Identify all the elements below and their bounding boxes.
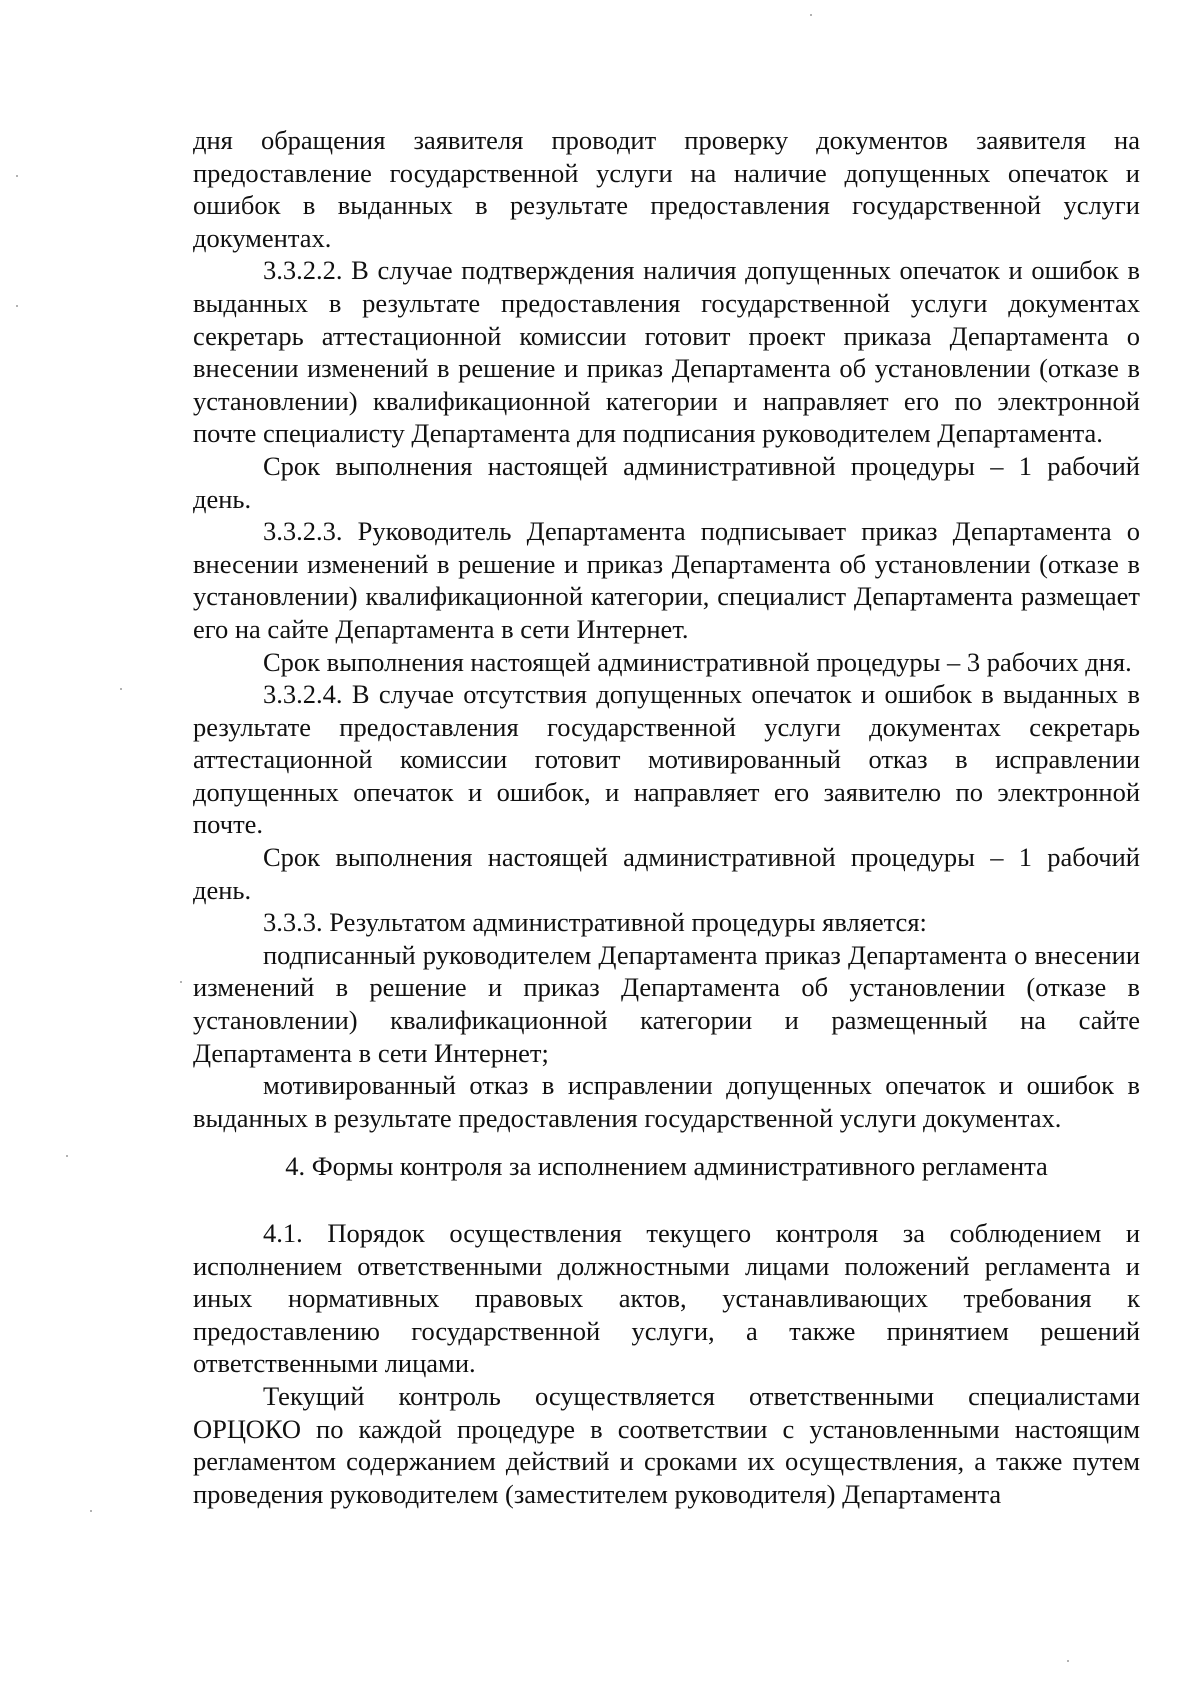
paragraph-result-1: подписанный руководителем Департамента приказ Департамента о внесении изменений в решение и приказ Департамента об установлении (отказе в установлении) квалификационной категории и размещенный на сайте Департамента в сети Интернет; bbox=[193, 939, 1140, 1068]
scan-speck bbox=[1067, 1660, 1069, 1662]
paragraph-4-1: 4.1. Порядок осуществления текущего контроля за соблюдением и исполнением ответственными должностными лицами положений регламента и иных нормативных правовых актов, устанавливающих требования к предоставлению государственной услуги, а также принятием решений ответственными лицами. bbox=[193, 1218, 1140, 1379]
scan-speck bbox=[810, 14, 812, 16]
paragraph-deadline-2: Срок выполнения настоящей административной процедуры – 3 рабочих дня. bbox=[263, 646, 1132, 677]
scan-speck bbox=[180, 981, 182, 983]
paragraph-current-control: Текущий контроль осуществляется ответственными специалистами ОРЦОКО по каждой процедуре в соответствии с установленными настоящим регламентом содержанием действий и сроками их осуществления, а также путем проведения руководителем (заместителем руководителя) Департамента bbox=[193, 1380, 1140, 1509]
paragraph-3-3-2-4: 3.3.2.4. В случае отсутствия допущенных опечаток и ошибок в выданных в результате предоставления государственной услуги документах секретарь аттестационной комиссии готовит мотивированный отказ в исправлении допущенных опечаток и ошибок, и направляет его заявителю по электронной почте. bbox=[193, 679, 1140, 840]
paragraph-deadline-1: Срок выполнения настоящей административной процедуры – 1 рабочий день. bbox=[193, 450, 1140, 514]
section-heading: 4. Формы контроля за исполнением административного регламента bbox=[285, 1151, 1048, 1182]
document-body bbox=[193, 124, 1140, 1510]
scan-speck bbox=[16, 305, 18, 307]
scan-speck bbox=[120, 688, 122, 690]
scan-speck bbox=[66, 1155, 68, 1157]
paragraph-3-3-2-2: 3.3.2.2. В случае подтверждения наличия допущенных опечаток и ошибок в выданных в результате предоставления государственной услуги документах секретарь аттестационной комиссии готовит проект приказа Департамента о внесении изменений в решение и приказ Департамента об установлении (отказе в установлении) квалификационной категории и направляет его по электронной почте специалисту Департамента для подписания руководителем Департамента. bbox=[193, 255, 1140, 449]
paragraph-result-2: мотивированный отказ в исправлении допущенных опечаток и ошибок в выданных в результате предоставления государственной услуги документах. bbox=[193, 1070, 1140, 1133]
scan-speck bbox=[16, 175, 18, 177]
paragraph-continuation: дня обращения заявителя проводит проверку документов заявителя на предоставление государственной услуги на наличие допущенных опечаток и ошибок в выданных в результате предоставления государственной услуги документах. bbox=[193, 125, 1140, 253]
paragraph-deadline-3: Срок выполнения настоящей административной процедуры – 1 рабочий день. bbox=[193, 842, 1140, 905]
scan-speck bbox=[90, 1510, 92, 1512]
paragraph-3-3-2-3: 3.3.2.3. Руководитель Департамента подписывает приказ Департамента о внесении изменений в решение и приказ Департамента об установлении (отказе в установлении) квалификационной категории, специалист Департамента размещает его на сайте Департамента в сети Интернет. bbox=[193, 516, 1140, 644]
paragraph-3-3-3: 3.3.3. Результатом административной процедуры является: bbox=[263, 907, 927, 938]
